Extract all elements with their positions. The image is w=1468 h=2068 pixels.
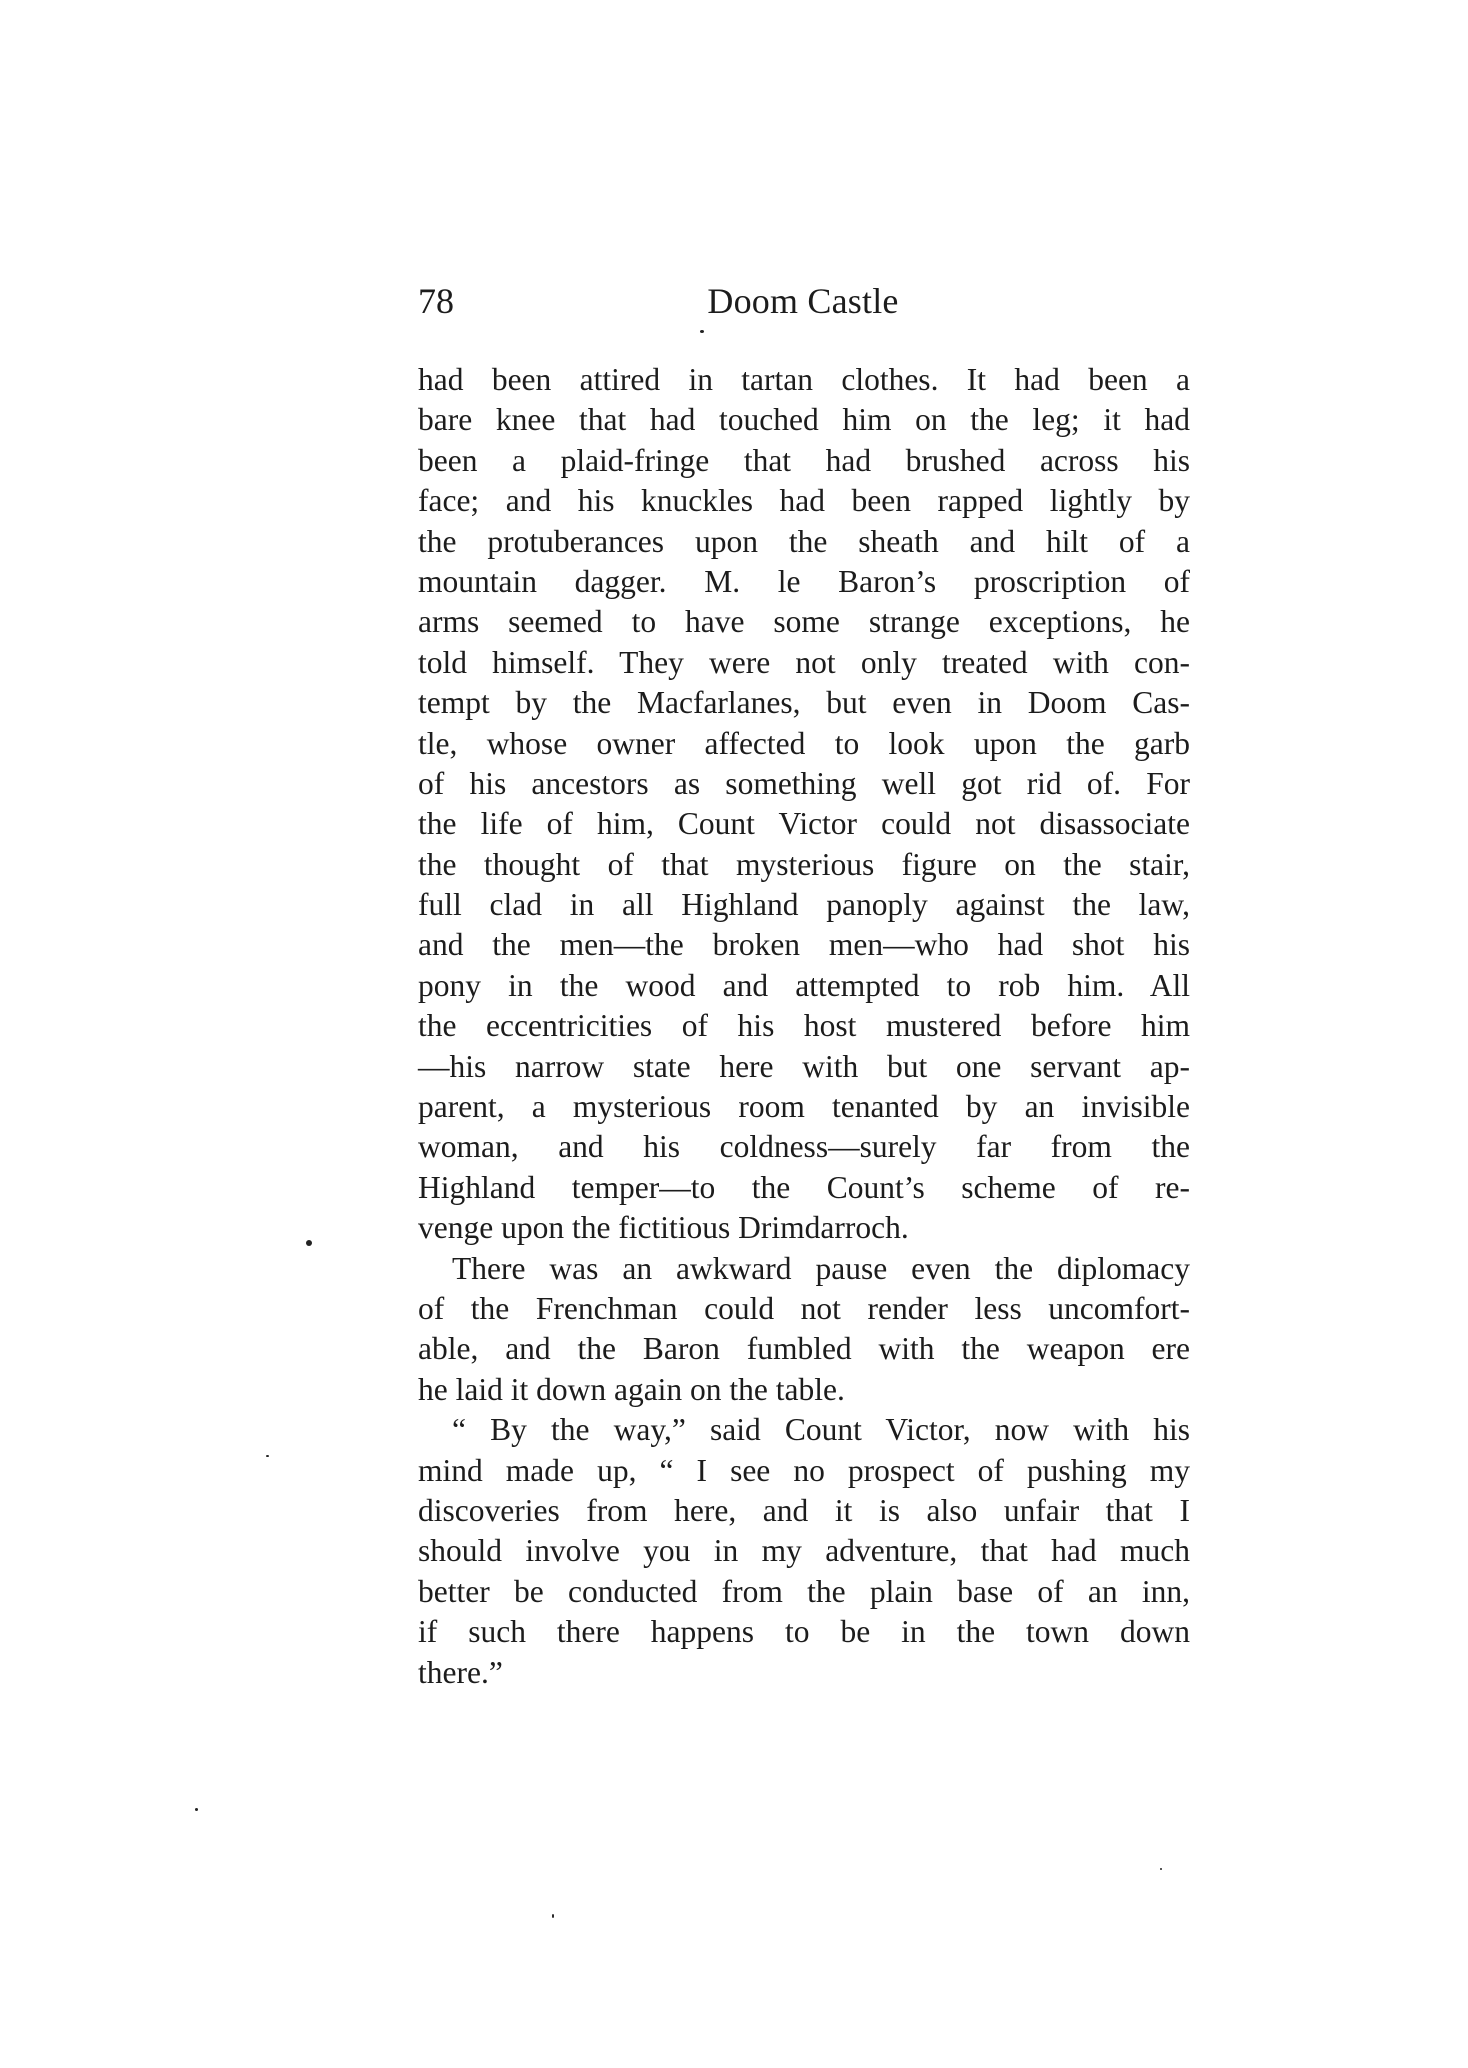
text-line: There was an awkward pause even the diplomacy — [452, 1250, 1190, 1286]
text-line: discoveries from here, and it is also unfair that I — [418, 1492, 1190, 1528]
running-head — [418, 276, 1188, 326]
text-line: tempt by the Macfarlanes, but even in Doom Cas- — [418, 685, 1190, 721]
paragraph-2 — [418, 1249, 1190, 1411]
page-number: 78 — [418, 281, 454, 321]
text-line: should involve you in my adventure, that had much — [418, 1533, 1190, 1569]
text-line: if such there happens to be in the town down — [418, 1614, 1190, 1650]
text-line: told himself. They were not only treated with con- — [418, 644, 1190, 680]
paragraph-1 — [418, 360, 1190, 1249]
text-line: “ By the way,” said Count Victor, now with his — [452, 1412, 1190, 1448]
text-line: arms seemed to have some strange exceptions, he — [418, 604, 1190, 640]
text-line: mind made up, “ I see no prospect of pushing my — [418, 1452, 1190, 1488]
text-line: venge upon the fictitious Drimdarroch. — [418, 1210, 909, 1246]
text-line: the life of him, Count Victor could not disassociate — [418, 806, 1190, 842]
text-line: the eccentricities of his host mustered before him — [418, 1008, 1190, 1044]
text-line: and the men—the broken men—who had shot his — [418, 927, 1190, 963]
body-text — [418, 360, 1190, 1693]
scan-speck — [1160, 1868, 1162, 1870]
text-line: he laid it down again on the table. — [418, 1371, 845, 1407]
text-line: had been attired in tartan clothes. It had been a — [418, 362, 1190, 397]
text-line: the protuberances upon the sheath and hilt of a — [418, 523, 1190, 559]
scan-speck — [700, 330, 704, 333]
text-line: able, and the Baron fumbled with the weapon ere — [418, 1331, 1190, 1367]
text-line: full clad in all Highland panoply against the law, — [418, 887, 1190, 923]
scan-speck — [195, 1808, 198, 1811]
text-line: of his ancestors as something well got rid of. For — [418, 765, 1190, 801]
text-line: of the Frenchman could not render less uncomfort- — [418, 1290, 1190, 1326]
scan-speck — [266, 1455, 269, 1457]
text-line: woman, and his coldness—surely far from the — [418, 1129, 1190, 1165]
scan-speck — [306, 1240, 312, 1246]
text-line: there.” — [418, 1654, 503, 1690]
text-line: face; and his knuckles had been rapped lightly by — [418, 483, 1190, 519]
text-line: pony in the wood and attempted to rob him. All — [418, 967, 1190, 1003]
running-title: Doom Castle — [707, 281, 899, 321]
scan-speck — [552, 1914, 554, 1918]
text-line: better be conducted from the plain base of an inn, — [418, 1573, 1190, 1609]
text-line: tle, whose owner affected to look upon the garb — [418, 725, 1190, 761]
text-line: been a plaid-fringe that had brushed across his — [418, 442, 1190, 478]
text-line: Highland temper—to the Count’s scheme of re- — [418, 1169, 1190, 1205]
text-line: bare knee that had touched him on the leg; it had — [418, 402, 1190, 438]
text-line: parent, a mysterious room tenanted by an invisible — [418, 1089, 1190, 1125]
text-line: —his narrow state here with but one servant ap- — [418, 1048, 1190, 1084]
paragraph-3 — [418, 1410, 1190, 1693]
text-line: the thought of that mysterious figure on the stair, — [418, 846, 1190, 882]
text-line: mountain dagger. M. le Baron’s proscription of — [418, 563, 1190, 599]
